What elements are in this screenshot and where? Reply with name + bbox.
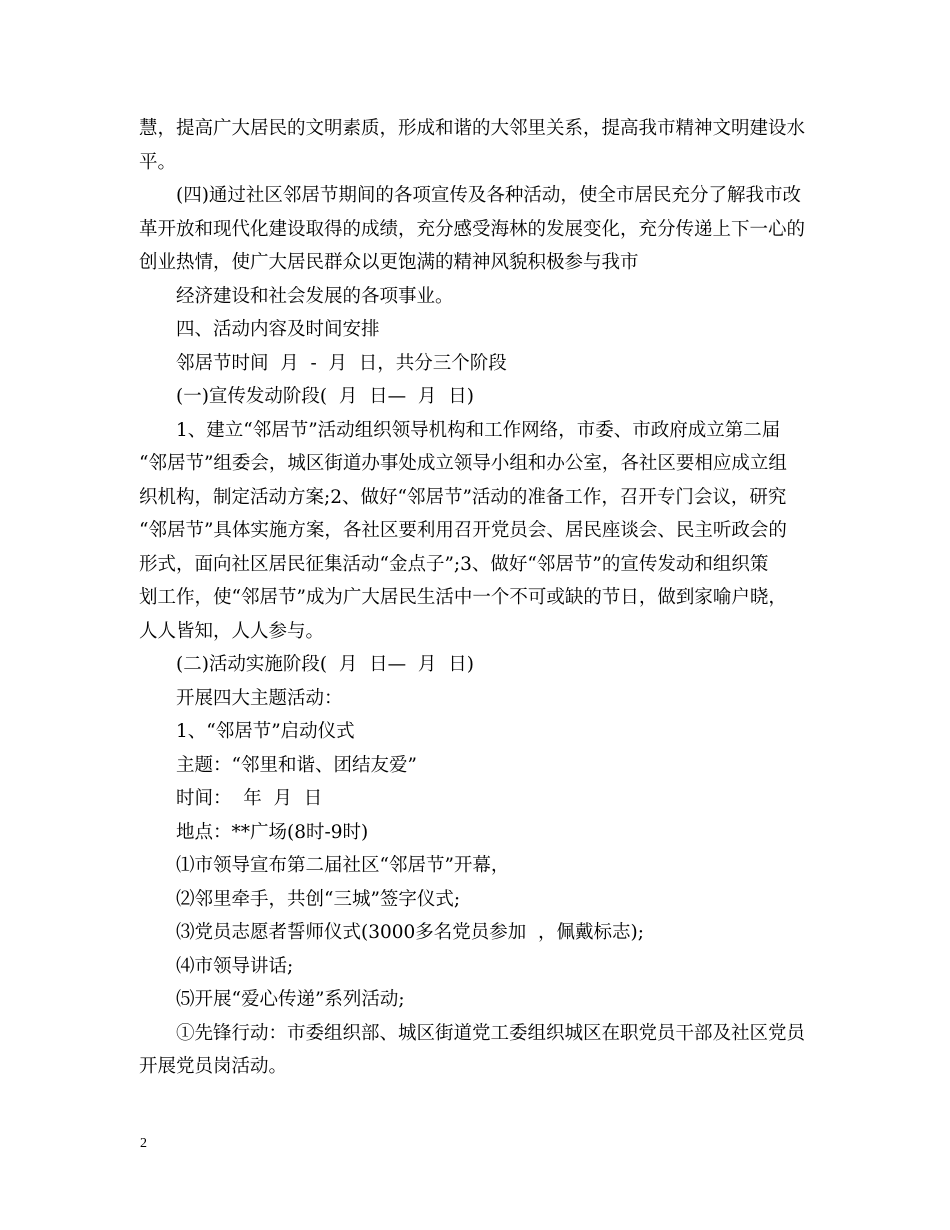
text-line: 人人皆知，人人参与。	[139, 620, 325, 642]
section-heading	[139, 313, 811, 347]
text-line: ⑵邻里牵手，共创“三城”签字仪式;	[176, 888, 461, 910]
list-item	[139, 916, 811, 950]
text-line: 开展党员岗活动。	[139, 1056, 288, 1077]
list-item	[139, 983, 811, 1017]
paragraph	[139, 682, 811, 716]
text-line: “邻居节”具体实施方案，各社区要利用召开党员会、居民座谈会、民主听政会的	[139, 520, 787, 541]
text-line: ⑴市领导宣布第二届社区“邻居节”开幕，	[176, 855, 510, 876]
text-line: 革开放和现代化建设取得的成绩，充分感受海林的发展变化，充分传递上下一心的	[139, 218, 806, 240]
text-line: “邻居节”组委会，城区街道办事处成立领导小组和办公室，各社区要相应成立组	[139, 453, 787, 474]
text-line: ⑶党员志愿者誓师仪式(3000多名党员参加 ，佩戴标志);	[176, 922, 645, 943]
paragraph	[139, 179, 811, 280]
list-item	[139, 883, 811, 917]
subsection-heading	[139, 648, 811, 682]
text-line: (四)通过社区邻居节期间的各项宣传及各种活动，使全市居民充分了解我市改	[176, 185, 801, 206]
text-line: ①先锋行动：市委组织部、城区街道党工委组织城区在职党员干部及社区党员	[176, 1022, 806, 1044]
text-line: 主题：“邻里和谐、团结友爱”	[176, 754, 417, 776]
text-line: 地点：**广场(8时-9时)	[176, 821, 369, 843]
page-number: 2	[140, 1136, 147, 1151]
list-item	[139, 782, 811, 816]
list-item	[139, 749, 811, 783]
text-line: 经济建设和社会发展的各项事业。	[176, 285, 454, 307]
subsection-heading	[139, 380, 811, 414]
text-line: 1、“邻居节”启动仪式	[176, 721, 355, 742]
paragraph	[139, 280, 811, 314]
text-line: (二)活动实施阶段( 月 日— 月 日)	[176, 654, 474, 675]
text-line: 创业热情，使广大居民群众以更饱满的精神风貌积极参与我市	[139, 252, 639, 273]
text-line: ⑸开展“爱心传递”系列活动;	[176, 989, 405, 1010]
text-line: 划工作，使“邻居节”成为广大居民生活中一个不可或缺的节日，做到家喻户晓，	[139, 587, 787, 608]
text-line: 邻居节时间 月 - 月 日，共分三个阶段	[176, 352, 507, 374]
text-line: 平。	[139, 151, 177, 173]
text-line: 慧，提高广大居民的文明素质，形成和谐的大邻里关系，提高我市精神文明建设水	[139, 118, 806, 139]
paragraph	[139, 112, 811, 179]
text-line: (一)宣传发动阶段( 月 日— 月 日)	[176, 386, 474, 407]
text-line: 开展四大主题活动：	[176, 687, 343, 709]
text-line: 四、活动内容及时间安排	[176, 319, 380, 340]
paragraph	[139, 1017, 811, 1084]
list-item	[139, 849, 811, 883]
text-line: 织机构，制定活动方案;2、做好“邻居节”活动的准备工作，召开专门会议，研究	[139, 486, 787, 508]
document-body	[139, 112, 811, 1084]
paragraph	[139, 347, 811, 381]
text-line: 形式，面向社区居民征集活动“金点子”;3、做好“邻居节”的宣传发动和组织策	[139, 553, 769, 575]
list-item	[139, 816, 811, 850]
list-item	[139, 715, 811, 749]
paragraph	[139, 414, 811, 649]
text-line: ⑷市领导讲话;	[176, 955, 294, 977]
text-line: 1、建立“邻居节”活动组织领导机构和工作网络，市委、市政府成立第二届	[176, 419, 781, 441]
text-line: 时间： 年 月 日	[176, 788, 323, 809]
list-item	[139, 950, 811, 984]
